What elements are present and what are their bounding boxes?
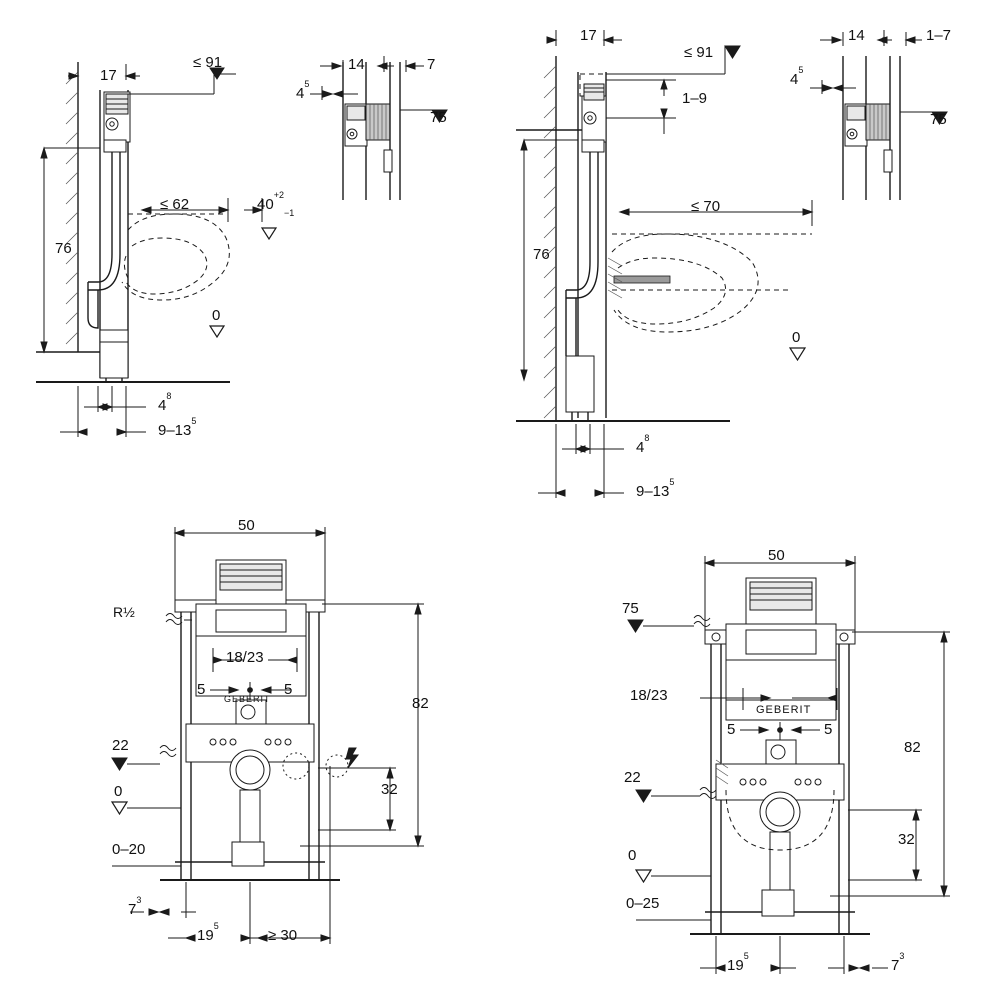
- dim-label-le91-right: ≤ 91: [684, 44, 714, 61]
- dim-label-1-9: 1–9: [682, 90, 708, 107]
- dim-label-19-5-right: $19^5$: [727, 951, 749, 974]
- dim-label-5-right-b: 5: [824, 721, 833, 738]
- dim-label-5-right-a: 5: [727, 721, 736, 738]
- datum-label-75-left: 75: [430, 109, 447, 126]
- dim-label-0-20: 0–20: [112, 841, 146, 858]
- datum-label-75-right: 75: [930, 111, 947, 128]
- dim-label-19-5-left: $19^5$: [197, 921, 219, 944]
- dim-label-82-left: 82: [412, 695, 429, 712]
- dim-label-5-left-b: 5: [284, 681, 293, 698]
- brand-label-left: GEBERIT: [224, 694, 271, 704]
- dim-label-7-3-left: $7^3$: [128, 895, 142, 918]
- dim-label-le70: ≤ 70: [691, 198, 721, 215]
- dim-label-50-right: 50: [768, 547, 785, 564]
- dim-label-ge30: ≥ 30: [268, 927, 298, 944]
- dim-label-5-left-a: 5: [197, 681, 206, 698]
- dim-label-9-13-left: $9-13^5$: [158, 416, 197, 439]
- dim-label-18-23-left: 18/23: [226, 649, 264, 666]
- dim-label-40: $40^{+2}_{-1}$: [257, 190, 295, 218]
- dim-label-17-right: 17: [580, 27, 597, 44]
- dim-label-4-5-right: $4^5$: [790, 65, 804, 88]
- dim-label-32-left: 32: [381, 781, 398, 798]
- dim-label-32-right: 32: [898, 831, 915, 848]
- dim-label-18-23-right: 18/23: [630, 687, 668, 704]
- dim-label-7-3-right: $7^3$: [891, 951, 905, 974]
- datum-label-0-left: 0: [212, 307, 221, 324]
- datum-label-0-right: 0: [792, 329, 801, 346]
- dim-label-14-right: 14: [848, 27, 865, 44]
- dim-label-4-8-left: $4^8$: [158, 391, 172, 414]
- dim-label-17-left: 17: [100, 67, 117, 84]
- brand-label-right: GEBERIT: [756, 704, 812, 716]
- dim-label-4-5-left: $4^5$: [296, 79, 310, 102]
- dim-label-0-25: 0–25: [626, 895, 660, 912]
- dim-label-76-right: 76: [533, 246, 550, 263]
- datum-label-0-bl: 0: [114, 783, 123, 800]
- dim-label-76-left: 76: [55, 240, 72, 257]
- dim-label-82-right: 82: [904, 739, 921, 756]
- dim-label-14-left: 14: [348, 56, 365, 73]
- dim-label-7-left: 7: [427, 56, 436, 73]
- dim-label-50-left: 50: [238, 517, 255, 534]
- datum-label-0-br: 0: [628, 847, 637, 864]
- dim-label-r-half: R½: [113, 604, 135, 620]
- datum-label-75-bottom: 75: [622, 600, 639, 617]
- dim-label-le62: ≤ 62: [160, 196, 190, 213]
- dim-label-1-7: 1–7: [926, 27, 952, 44]
- dim-label-9-13-right: $9-13^5$: [636, 477, 675, 500]
- datum-label-22-left: 22: [112, 737, 129, 754]
- datum-label-22-right: 22: [624, 769, 641, 786]
- dim-label-le91-left: ≤ 91: [193, 54, 223, 71]
- dim-label-4-8-right: $4^8$: [636, 433, 650, 456]
